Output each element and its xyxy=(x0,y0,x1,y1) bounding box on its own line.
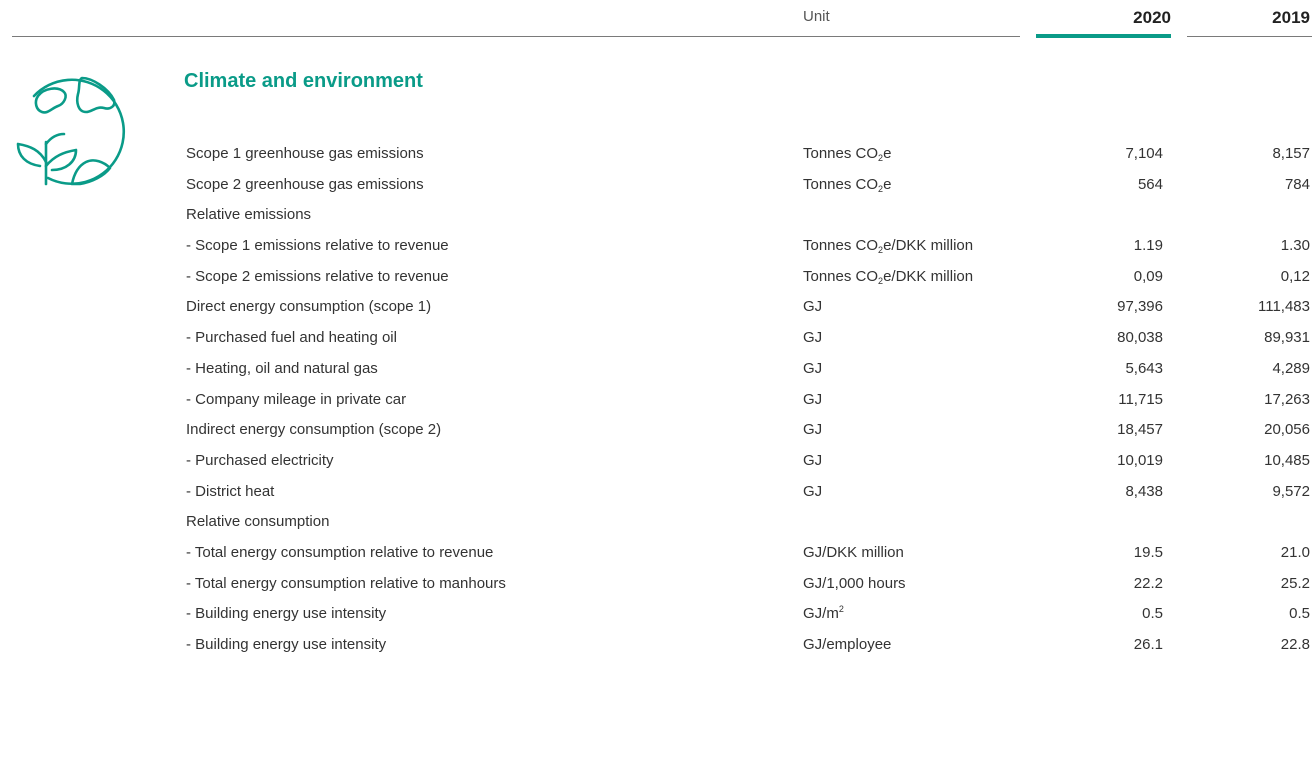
row-unit xyxy=(803,391,822,408)
row-unit xyxy=(803,483,822,500)
row-unit xyxy=(803,298,822,315)
unit-text: GJ xyxy=(803,298,823,316)
value-2019: 1.30 xyxy=(1280,237,1310,255)
unit-text: GJ/1,000 hours xyxy=(803,574,906,592)
unit-text: GJ xyxy=(803,421,823,439)
value-2019: 17,263 xyxy=(1264,390,1310,408)
row-unit xyxy=(803,544,904,561)
unit-subscript: 2 xyxy=(878,275,884,286)
table-row xyxy=(0,385,1312,416)
unit-text: e xyxy=(883,175,892,193)
value-2020: 0,09 xyxy=(1133,267,1163,285)
header-rule xyxy=(12,36,1020,37)
value-2020: 80,038 xyxy=(1117,329,1163,347)
unit-subscript: 2 xyxy=(878,245,884,256)
value-2019: 20,056 xyxy=(1264,421,1310,439)
row-label: - Company mileage in private car xyxy=(186,390,407,408)
row-label: Relative emissions xyxy=(186,206,312,224)
value-2019: 111,483 xyxy=(1258,298,1310,316)
row-unit xyxy=(803,176,891,193)
table-row xyxy=(0,507,1312,538)
row-unit xyxy=(803,145,891,162)
unit-column-header: Unit xyxy=(803,8,830,25)
unit-text: e xyxy=(883,145,892,162)
row-unit xyxy=(803,575,906,592)
value-2019: 0,12 xyxy=(1280,267,1310,285)
value-2020: 564 xyxy=(1137,175,1163,193)
row-unit xyxy=(803,605,844,622)
unit-text: GJ/m xyxy=(803,605,839,623)
year-2019-header: 2019 xyxy=(1272,8,1310,27)
row-unit xyxy=(803,329,822,346)
year-2020-header: 2020 xyxy=(1133,8,1171,27)
value-2020: 97,396 xyxy=(1117,298,1163,316)
unit-text: Tonnes CO xyxy=(803,267,879,285)
unit-text: GJ xyxy=(803,359,823,377)
value-2020: 5,643 xyxy=(1125,359,1163,377)
row-label: Scope 1 greenhouse gas emissions xyxy=(186,145,424,162)
row-label: - Heating, oil and natural gas xyxy=(186,359,378,377)
row-unit xyxy=(803,237,973,254)
row-label: - Building energy use intensity xyxy=(186,636,387,653)
row-label: Direct energy consumption (scope 1) xyxy=(186,298,432,316)
value-2020: 19.5 xyxy=(1133,543,1163,561)
unit-text: Tonnes CO xyxy=(803,145,879,162)
table-row xyxy=(0,231,1312,262)
row-unit xyxy=(803,452,822,469)
table-row xyxy=(0,538,1312,569)
value-2019: 10,485 xyxy=(1264,451,1310,469)
unit-subscript: 2 xyxy=(878,153,884,163)
row-label: - Total energy consumption relative to manhours xyxy=(186,574,506,592)
row-label: - Scope 2 emissions relative to revenue xyxy=(186,267,449,285)
unit-text: GJ xyxy=(803,482,823,500)
value-2019: 22.8 xyxy=(1280,636,1310,653)
unit-text: GJ xyxy=(803,451,823,469)
value-2019: 89,931 xyxy=(1264,329,1310,347)
table-row xyxy=(0,262,1312,293)
unit-text: e/DKK million xyxy=(883,237,974,255)
table-row xyxy=(0,630,1312,661)
row-label: Relative consumption xyxy=(186,513,330,531)
table-row xyxy=(0,415,1312,446)
row-label: - Purchased fuel and heating oil xyxy=(186,329,397,347)
table-row xyxy=(0,599,1312,630)
unit-text: GJ/DKK million xyxy=(803,543,904,561)
table-row xyxy=(0,292,1312,323)
value-2020: 8,438 xyxy=(1125,482,1163,500)
unit-text: GJ xyxy=(803,329,823,347)
table-row xyxy=(0,477,1312,508)
unit-superscript: 2 xyxy=(838,604,844,615)
value-2019: 21.0 xyxy=(1280,543,1310,561)
row-label: - District heat xyxy=(186,482,275,500)
value-2019: 784 xyxy=(1284,175,1310,193)
table-row xyxy=(0,170,1312,201)
row-label: - Building energy use intensity xyxy=(186,605,387,623)
row-label: - Purchased electricity xyxy=(186,451,334,469)
header-rule xyxy=(1187,36,1312,37)
row-label: - Total energy consumption relative to revenue xyxy=(186,543,494,561)
row-unit xyxy=(803,268,973,285)
unit-text: e/DKK million xyxy=(883,267,974,285)
value-2019: 4,289 xyxy=(1272,359,1310,377)
value-2020: 18,457 xyxy=(1117,421,1163,439)
unit-text: Tonnes CO xyxy=(803,175,879,193)
row-unit xyxy=(803,636,891,653)
unit-text: Tonnes CO xyxy=(803,237,879,255)
value-2020: 7,104 xyxy=(1125,145,1163,162)
row-label: Indirect energy consumption (scope 2) xyxy=(186,421,442,439)
table-row xyxy=(0,323,1312,354)
value-2020: 10,019 xyxy=(1117,451,1163,469)
table-row xyxy=(0,569,1312,600)
table-row xyxy=(0,354,1312,385)
section-title: Climate and environment xyxy=(184,70,423,92)
value-2019: 0.5 xyxy=(1289,605,1310,623)
row-label: - Scope 1 emissions relative to revenue xyxy=(186,237,449,255)
unit-text: GJ xyxy=(803,390,823,408)
value-2020: 22.2 xyxy=(1133,574,1163,592)
table-header xyxy=(0,0,1312,40)
unit-subscript: 2 xyxy=(878,183,884,194)
row-label: Scope 2 greenhouse gas emissions xyxy=(186,175,424,193)
unit-text: GJ/employee xyxy=(803,636,892,653)
value-2019: 8,157 xyxy=(1272,145,1310,162)
header-rule-highlight xyxy=(1036,34,1171,38)
value-2020: 1.19 xyxy=(1133,237,1163,255)
table-row xyxy=(0,139,1312,170)
value-2020: 11,715 xyxy=(1118,390,1163,408)
value-2020: 26.1 xyxy=(1133,636,1163,653)
value-2019: 25.2 xyxy=(1280,574,1310,592)
table-row xyxy=(0,446,1312,477)
table-row xyxy=(0,200,1312,231)
value-2019: 9,572 xyxy=(1272,482,1310,500)
data-table xyxy=(0,139,1312,661)
value-2020: 0.5 xyxy=(1142,605,1163,623)
row-unit xyxy=(803,421,822,438)
row-unit xyxy=(803,360,822,377)
